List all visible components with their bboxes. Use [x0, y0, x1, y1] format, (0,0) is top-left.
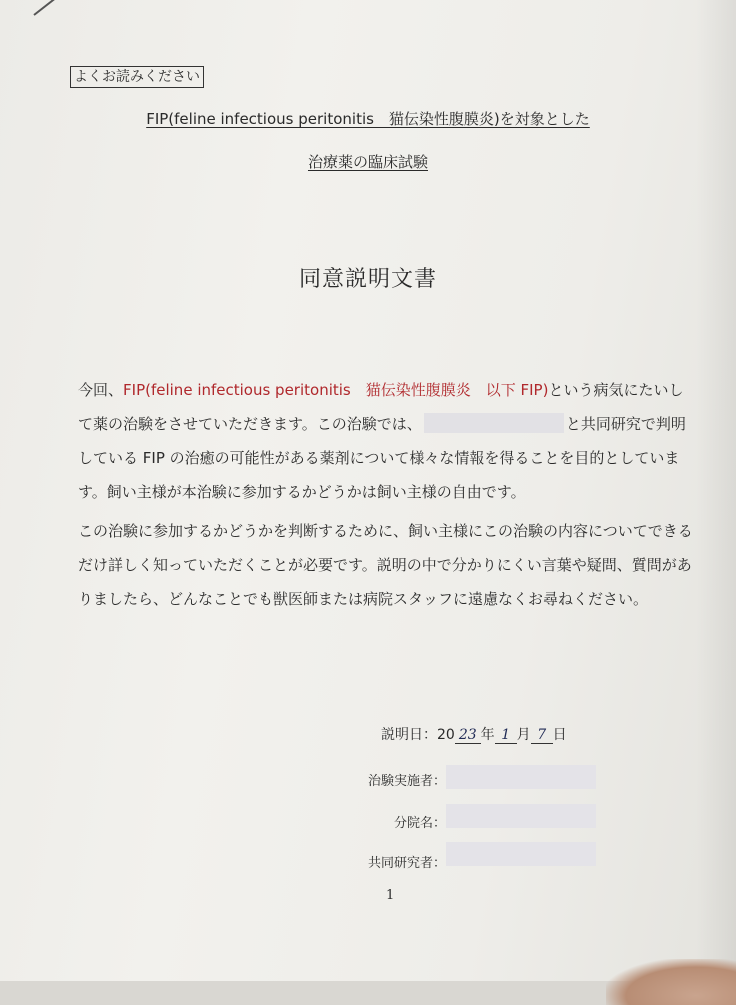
- paragraph-line: りましたら、どんなことでも獣医師または病院スタッフに遠慮なくお尋ねください。: [78, 590, 649, 608]
- paragraph-line: す。飼い主様が本治験に参加するかどうかは飼い主様の自由です。: [78, 483, 526, 501]
- co-researcher-redacted: [446, 842, 596, 866]
- explanation-paragraph: [78, 514, 698, 616]
- redacted-institution: [424, 413, 564, 433]
- branch-label: 分院名：: [393, 816, 446, 831]
- co-researcher-label: 共同研究者：: [367, 856, 446, 871]
- page-number: 1: [386, 888, 395, 903]
- paragraph-line: だけ詳しく知っていただくことが必要です。説明の中で分かりにくい言葉や疑問、質問があ: [78, 556, 692, 574]
- handwritten-day: 7: [531, 727, 553, 744]
- investigator-label: 治験実施者：: [367, 774, 446, 789]
- branch-redacted: [446, 804, 596, 828]
- paragraph-line: 今回、FIP(feline infectious peritonitis 猫伝染性腹膜炎 以下 FIP)という病気にたいし: [78, 381, 684, 399]
- fip-highlight: FIP(feline infectious peritonitis 猫伝染性腹膜炎 以下 FIP): [123, 381, 549, 399]
- paragraph-line: て薬の治験をさせていただきます。この治験では、 と共同研究で判明: [78, 415, 686, 433]
- finger-edge: [606, 959, 736, 1005]
- handwritten-month: 1: [495, 727, 517, 744]
- paragraph-line: している FIP の治癒の可能性がある薬剤について様々な情報を得ることを目的としていま: [78, 449, 680, 467]
- consent-heading: 同意説明文書: [298, 267, 437, 292]
- page-edge-shadow: [696, 0, 736, 981]
- pen-mark: [33, 0, 59, 16]
- intro-paragraph: [78, 373, 698, 509]
- investigator-redacted: [446, 765, 596, 789]
- document-title-line1: FIP(feline infectious peritonitis 猫伝染性腹膜炎)を対象とした: [146, 110, 590, 128]
- paragraph-line: この治験に参加するかどうかを判断するために、飼い主様にこの治験の内容についてできる: [78, 522, 693, 540]
- handwritten-year: 23: [455, 727, 481, 744]
- document-title-line2: 治療薬の臨床試験: [307, 153, 428, 171]
- explanation-date: 説明日：20 23 年 1 月 7 日: [381, 727, 567, 743]
- read-carefully-notice: よくお読みください: [70, 66, 204, 88]
